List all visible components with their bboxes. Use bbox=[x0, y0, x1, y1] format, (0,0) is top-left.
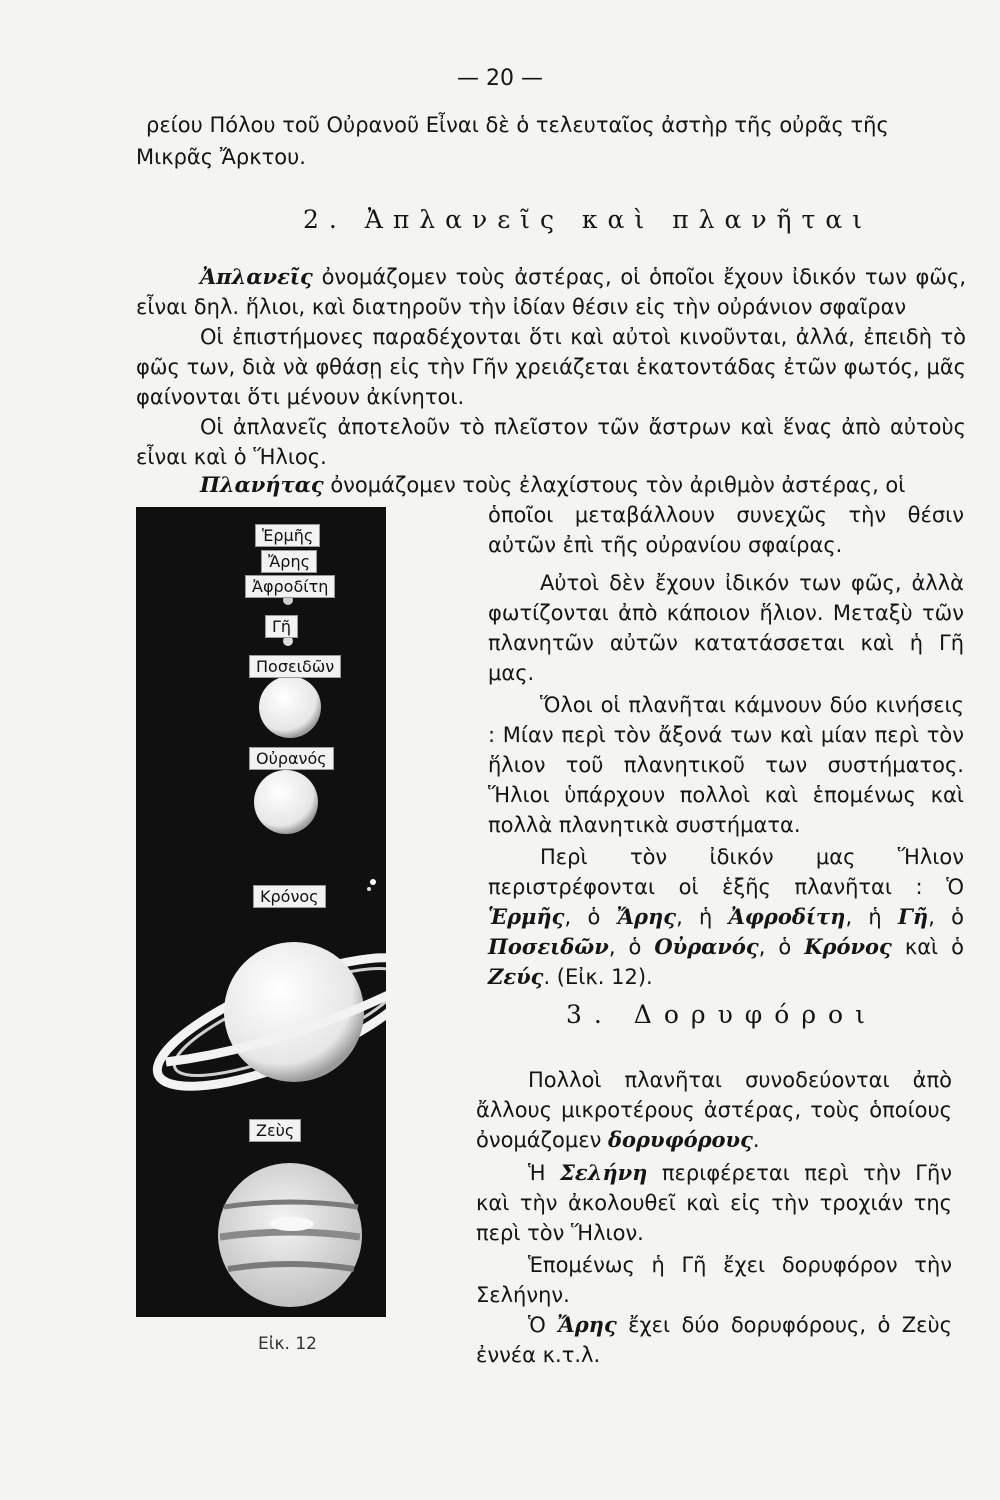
term-ares: Ἄρης bbox=[616, 904, 677, 929]
paragraph-planets-position: ὁποῖοι μεταβάλλουν συνεχῶς τὴν θέσιν αὐτῶν ἐπὶ τῆς οὐρανίου σφαίρας. bbox=[488, 503, 964, 557]
term-zeus: Ζεύς bbox=[488, 964, 544, 989]
label-venus: Ἀφροδίτη bbox=[245, 575, 335, 598]
term-aphrodite: Ἀφροδίτη bbox=[728, 904, 846, 929]
term-ge: Γῆ bbox=[898, 904, 929, 929]
star-2 bbox=[367, 887, 371, 891]
term-doryphoroi: δορυφόρους bbox=[608, 1127, 753, 1152]
paragraph-satellites bbox=[476, 1065, 952, 1155]
paragraph-moon bbox=[476, 1158, 952, 1248]
label-mercury: Ἑρμῆς bbox=[255, 524, 320, 547]
term-aplaneis: Ἀπλανεῖς bbox=[200, 264, 313, 289]
term-planetas: Πλανήτας bbox=[200, 472, 324, 497]
paragraph-scientists: Οἱ ἐπιστήμονες παραδέχονται ὅτι καὶ αὐτοὶ κινοῦνται, ἀλλά, ἐπειδὴ τὸ φῶς των, διὰ νὰ φθάσῃ εἰς τὴν Γῆν χρειάζεται ἑκατοντάδας ἐτῶν φωτός, μᾶς φαίνονται ὅτι μένουν ἀκίνητοι. bbox=[136, 325, 966, 409]
label-uranus: Οὐρανός bbox=[249, 747, 334, 770]
term-kronos: Κρόνος bbox=[804, 934, 892, 959]
intro-line-1: ρείου Πόλου τοῦ Οὐρανοῦ Εἶναι δὲ ὁ τελευταῖος ἀστὴρ τῆς οὐρᾶς τῆς bbox=[146, 113, 889, 137]
planets-illustration bbox=[136, 507, 386, 1317]
label-saturn: Κρόνος bbox=[253, 885, 326, 908]
neptune-sphere bbox=[259, 676, 321, 738]
solar-text-a: Περὶ τὸν ἰδικόν μας Ἥλιον περιστρέφονται οἱ ἑξῆς πλανῆται : Ὁ bbox=[488, 845, 964, 899]
mars-text-a: Ὁ bbox=[528, 1313, 558, 1337]
paragraph-planets-motions: Ὅλοι οἱ πλανῆται κάμνουν δύο κινήσεις : Μίαν περὶ τὸν ἄξονά των καὶ μίαν περὶ τὸν ἥλιον τοῦ πλανητικοῦ των συστήματος. Ἥλιοι ὑπάρχουν πολλοὶ καὶ ἑπομένως καὶ πολλὰ πλανητικὰ συστήματα. bbox=[488, 693, 964, 837]
solar-text-d: , ἡ bbox=[845, 905, 898, 929]
paragraph-planets-intro-text: ὀνομάζομεν τοὺς ἐλαχίστους τὸν ἀριθμὸν ἀστέρας, οἱ bbox=[323, 473, 906, 497]
paragraph-planets-intro bbox=[136, 470, 966, 500]
section-3-heading: 3. Δορυφόροι bbox=[566, 1000, 877, 1029]
label-earth: Γῆ bbox=[265, 615, 298, 638]
section-2-heading: 2. Ἀπλανεῖς καὶ πλανῆται bbox=[303, 205, 873, 234]
solar-text-f: , ὁ bbox=[608, 935, 655, 959]
label-neptune: Ποσειδῶν bbox=[249, 655, 341, 678]
mars-text-b: ἔχει δύο δορυφόρους, ὁ Ζεὺς ἐννέα κ.τ.λ. bbox=[476, 1313, 952, 1367]
moon-text-a: Ἡ bbox=[528, 1161, 560, 1185]
moon-text-b: περιφέρεται περὶ τὴν Γῆν καὶ τὴν ἀκολουθεῖ καὶ εἰς τὴν τροχιάν της περὶ τὸν Ἥλιον. bbox=[476, 1161, 952, 1245]
star-1 bbox=[370, 879, 376, 885]
solar-text-c: , ἡ bbox=[676, 905, 729, 929]
solar-text-b: , ὁ bbox=[564, 905, 617, 929]
planets-figure bbox=[136, 507, 386, 1327]
paragraph-aplaneis-sun: Οἱ ἀπλανεῖς ἀποτελοῦν τὸ πλεῖστον τῶν ἄστρων καὶ ἕνας ἀπὸ αὐτοὺς εἶναι καὶ ὁ Ἥλιος. bbox=[136, 415, 966, 469]
solar-text-i: . (Εἰκ. 12). bbox=[543, 965, 653, 989]
paragraph-earth-satellite: Ἑπομένως ἡ Γῆ ἔχει δορυφόρον τὴν Σελήνην. bbox=[476, 1253, 952, 1307]
solar-text-g: , ὁ bbox=[758, 935, 805, 959]
term-ouranos: Οὐρανός bbox=[654, 934, 759, 959]
paragraph-aplaneis-text: ὀνομάζομεν τοὺς ἀστέρας, οἱ ὁποῖοι ἔχουν ἰδικόν των φῶς, εἶναι δηλ. ἥλιοι, καὶ διατηροῦν τὴν ἰδίαν θέσιν εἰς τὴν οὐράνιον σφαῖραν bbox=[136, 265, 966, 319]
satellites-text-end: . bbox=[752, 1128, 760, 1152]
uranus-sphere bbox=[254, 770, 318, 834]
solar-text-e: , ὁ bbox=[928, 905, 964, 929]
intro-line-2: Μικρᾶς Ἄρκτου. bbox=[136, 145, 306, 169]
solar-text-h: καὶ ὁ bbox=[891, 935, 964, 959]
paragraph-planets-light: Αὐτοὶ δὲν ἔχουν ἰδικόν των φῶς, ἀλλὰ φωτίζονται ἀπὸ κάποιον ἥλιον. Μεταξὺ τῶν πλανητῶν αὐτῶν κατατάσσεται καὶ ἡ Γῆ μας. bbox=[488, 571, 964, 685]
term-poseidon: Ποσειδῶν bbox=[488, 934, 609, 959]
term-ares-satellites: Ἄρης bbox=[557, 1312, 617, 1337]
paragraph-aplaneis bbox=[136, 262, 966, 322]
satellites-text: Πολλοὶ πλανῆται συνοδεύονται ἀπὸ ἄλλους μικροτέρους ἀστέρας, τοὺς ὁποίους ὀνομάζομεν bbox=[476, 1068, 952, 1152]
figure-caption: Εἰκ. 12 bbox=[258, 1334, 317, 1354]
saturn-illustration bbox=[143, 932, 386, 1111]
page-number: — 20 — bbox=[457, 66, 543, 91]
jupiter-illustration bbox=[218, 1163, 362, 1307]
label-mars: Ἄρης bbox=[261, 550, 317, 573]
term-selene: Σελήνη bbox=[560, 1160, 648, 1185]
term-hermes: Ἑρμῆς bbox=[488, 904, 565, 929]
paragraph-mars-satellites bbox=[476, 1310, 952, 1370]
paragraph-solar-system bbox=[488, 842, 964, 992]
label-jupiter: Ζεὺς bbox=[249, 1119, 301, 1142]
